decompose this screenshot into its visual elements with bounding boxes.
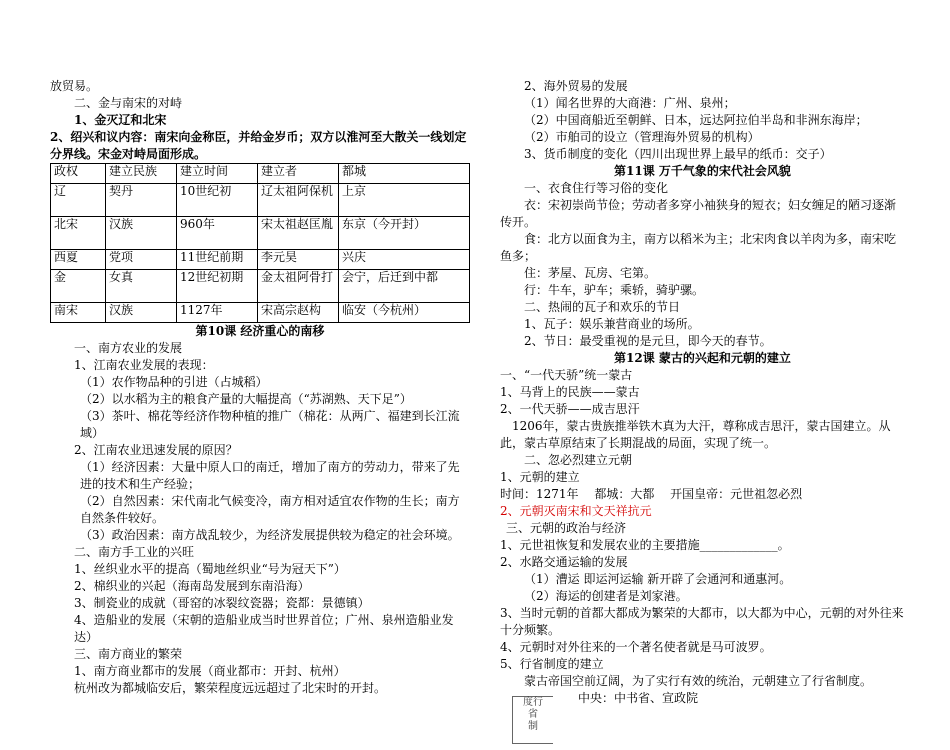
subheading: 5、行省制度的建立	[500, 657, 604, 671]
table-cell: 会宁，后迁到中都	[339, 270, 470, 303]
table-cell: 南宋	[51, 303, 106, 323]
section-heading: 三、元朝的政治与经济	[506, 521, 627, 535]
section-heading: 二、金与南宋的对峙	[74, 96, 183, 110]
section-heading: 二、南方手工业的兴旺	[74, 545, 195, 559]
table-cell: 北宋	[51, 217, 106, 250]
text-line: （1）闻名世界的大商港：广州、泉州；	[524, 96, 736, 110]
table-cell: 金	[51, 270, 106, 303]
table-header: 建立时间	[177, 164, 258, 184]
text-paragraph: 3、当时元朝的首都大都成为繁荣的大都市，以大都为中心，元朝的对外往来十分频繁。	[500, 606, 904, 637]
table-cell: 党项	[106, 250, 177, 270]
text-line: 杭州改为都城临安后，繁荣程度远远超过了北宋时的开封。	[74, 681, 387, 695]
table-cell: 10世纪初	[177, 184, 258, 217]
text-line: 时间：1271年 都城：大都 开国皇帝：元世祖忽必烈	[500, 487, 803, 501]
table-cell: 11世纪前期	[177, 250, 258, 270]
table-cell: 宋太祖赵匡胤	[258, 217, 339, 250]
lesson-title: 第11课 万千气象的宋代社会风貌	[614, 164, 791, 178]
text-line: （2）市舶司的设立（管理海外贸易的机构）	[524, 130, 760, 144]
text-line: （2）中国商船近至朝鲜、日本，远达阿拉伯半岛和非洲东海岸；	[524, 113, 868, 127]
highlighted-line: 2、元朝灭南宋和文天祥抗元	[500, 504, 652, 518]
subheading: 1、江南农业发展的表现：	[74, 358, 214, 372]
text-line: 1、瓦子：娱乐兼营商业的场所。	[524, 317, 700, 331]
text-line: 住：茅屋、瓦房、宅第。	[524, 266, 657, 280]
province-diagram	[500, 690, 905, 750]
subheading: 2、一代天骄——成吉思汗	[500, 402, 640, 416]
box-label: 省	[528, 709, 538, 720]
left-column	[50, 78, 470, 697]
subheading: 1、马背上的民族——蒙古	[500, 385, 640, 399]
text-line: （2）以水稻为主的粮食产量的大幅提高（“苏湖熟、天下足”）	[80, 392, 412, 406]
table-cell: 汉族	[106, 303, 177, 323]
table-header: 都城	[339, 164, 470, 184]
table-cell: 西夏	[51, 250, 106, 270]
table-header: 建立者	[258, 164, 339, 184]
table-row	[51, 270, 470, 303]
section-heading: 三、南方商业的繁荣	[74, 647, 183, 661]
text-line: （1）漕运 即运河运输 新开辟了会通河和通惠河。	[524, 572, 792, 586]
text-paragraph: （3）政治因素：南方战乱较少，为经济发展提供较为稳定的社会环境。	[80, 528, 460, 542]
section-heading: 二、忽必烈建立元朝	[524, 453, 633, 467]
box-label: 制	[528, 721, 538, 732]
table-header: 建立民族	[106, 164, 177, 184]
table-cell: 辽太祖阿保机	[258, 184, 339, 217]
table-cell: 李元昊	[258, 250, 339, 270]
table-cell: 契丹	[106, 184, 177, 217]
table-row	[51, 303, 470, 323]
province-system-box	[512, 696, 553, 744]
table-cell: 临安（今杭州）	[339, 303, 470, 323]
text-line: （2）海运的创建者是刘家港。	[524, 589, 688, 603]
text-line: 4、元朝时对外往来的一个著名使者就是马可波罗。	[500, 640, 772, 654]
table-row	[51, 217, 470, 250]
table-cell: 东京（今开封）	[339, 217, 470, 250]
text-line: 2、棉织业的兴起（海南岛发展到东南沿海）	[74, 579, 310, 593]
text-paragraph: 衣：宋初崇尚节俭；劳动者多穿小袖狭身的短衣；妇女缠足的陋习逐渐传开。	[500, 198, 897, 229]
text-line: 1、南方商业都市的发展（商业都市：开封、杭州）	[74, 664, 346, 678]
table-cell: 兴庆	[339, 250, 470, 270]
text-paragraph: （2）自然因素：宋代南北气候变冷，南方相对适宜农作物的生长；南方自然条件较好。	[80, 494, 460, 525]
table-cell: 宋高宗赵构	[258, 303, 339, 323]
table-cell: 金太祖阿骨打	[258, 270, 339, 303]
text-paragraph: 4、造船业的发展（宋朝的造船业成当时世界首位；广州、泉州造船业发达）	[74, 613, 454, 644]
subheading: 2、水路交通运输的发展	[500, 555, 628, 569]
subheading: 1、元朝的建立	[500, 470, 580, 484]
text-line: 1、丝织业水平的提高（蜀地丝织业“号为冠天下”）	[74, 562, 346, 576]
table-cell: 女真	[106, 270, 177, 303]
text-paragraph: （1）经济因素：大量中原人口的南迁，增加了南方的劳动力，带来了先进的技术和生产经验；	[80, 460, 460, 491]
text-paragraph: （3）茶叶、棉花等经济作物种植的推广（棉花：从两广、福建到长江流域）	[80, 409, 460, 440]
table-cell: 上京	[339, 184, 470, 217]
table-row	[51, 184, 470, 217]
table-cell: 960年	[177, 217, 258, 250]
section-heading: 一、“一代天骄”统一蒙古	[500, 368, 633, 382]
text-line: （1）农作物品种的引进（占城稻）	[80, 375, 268, 389]
box-label: 度行	[523, 697, 543, 708]
lesson-title: 第10课 经济重心的南移	[195, 324, 325, 338]
section-heading: 二、热闹的瓦子和欢乐的节日	[524, 300, 681, 314]
right-column	[500, 78, 905, 750]
table-row	[51, 250, 470, 270]
table-cell: 12世纪初期	[177, 270, 258, 303]
subheading: 1、金灭辽和北宋	[74, 113, 167, 127]
text-line: 蒙古帝国空前辽阔，为了实行有效的统治，元朝建立了行省制度。	[524, 674, 873, 688]
subheading: 2、江南农业迅速发展的原因？	[74, 443, 238, 457]
text-line: 3、货币制度的变化（四川出现世界上最早的纸币：交子）	[524, 147, 832, 161]
text-line: 2、节日：最受重视的是元旦，即今天的春节。	[524, 334, 772, 348]
regimes-table	[50, 163, 470, 323]
text-paragraph: 食：北方以面食为主，南方以稻米为主；北宋肉食以羊肉为多，南宋吃鱼多；	[500, 232, 897, 263]
table-header: 政权	[51, 164, 106, 184]
text-line: 行：牛车，驴车；乘轿，骑驴骡。	[524, 283, 705, 297]
table-header-row	[51, 164, 470, 184]
text-line: 中央：中书省、宣政院	[578, 691, 699, 705]
text-line: 1、元世祖恢复和发展农业的主要措施_____________。	[500, 538, 790, 552]
section-heading: 一、南方农业的发展	[74, 341, 183, 355]
table-cell: 汉族	[106, 217, 177, 250]
section-heading: 一、衣食住行等习俗的变化	[524, 181, 669, 195]
text-line: 3、制瓷业的成就（哥窑的冰裂纹瓷器；瓷都：景德镇）	[74, 596, 370, 610]
lesson-title: 第12课 蒙古的兴起和元朝的建立	[614, 351, 791, 365]
text-paragraph: 1206年，蒙古贵族推举铁木真为大汗，尊称成吉思汗，蒙古国建立。从此，蒙古草原结束了长期混战的局面，实现了统一。	[500, 419, 891, 450]
text-line: 放贸易。	[50, 79, 99, 93]
subheading: 2、海外贸易的发展	[524, 79, 628, 93]
text-paragraph: 2、绍兴和议内容：南宋向金称臣，并给金岁币；双方以淮河至大散关一线划定分界线。宋金对峙局面形成。	[50, 130, 467, 161]
table-cell: 1127年	[177, 303, 258, 323]
table-cell: 辽	[51, 184, 106, 217]
